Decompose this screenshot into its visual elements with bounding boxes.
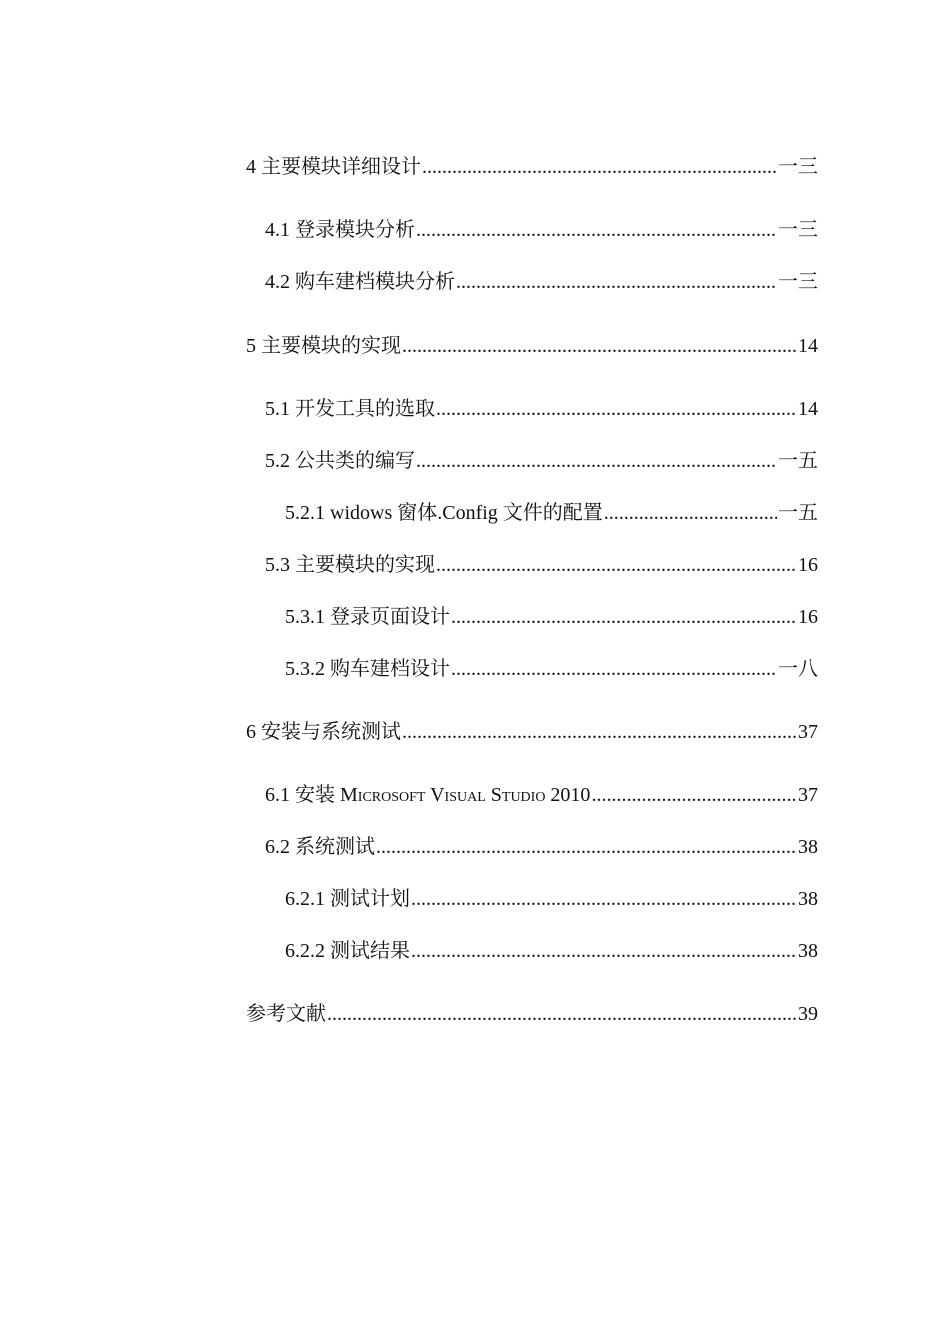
toc-entry-5-3-2[interactable]: [285, 656, 818, 682]
toc-page-number: 38: [798, 836, 818, 858]
toc-page-number: 一八: [778, 658, 818, 680]
toc-entry-6-2[interactable]: [265, 834, 818, 860]
toc-entry-6-2-2[interactable]: [285, 938, 818, 964]
toc-page-number: 一五: [778, 502, 818, 524]
toc-entry-title: 5 主要模块的实现: [246, 335, 401, 357]
toc-page-number: 一三: [778, 271, 818, 293]
toc-entry-title: 4 主要模块详细设计: [246, 156, 421, 178]
toc-page-number: 16: [798, 606, 818, 628]
toc-dot-leader: [451, 656, 777, 682]
toc-page-number: 14: [798, 335, 818, 357]
toc-page-number: 37: [798, 784, 818, 806]
toc-entry-4-1[interactable]: [265, 217, 818, 243]
toc-dot-leader: [327, 1001, 797, 1027]
toc-entry-title: 6 安装与系统测试: [246, 721, 401, 743]
toc-entry-6-2-1[interactable]: [285, 886, 818, 912]
toc-dot-leader: [402, 719, 797, 745]
toc-dot-leader: [436, 396, 797, 422]
toc-dot-leader: [591, 782, 797, 808]
toc-entry-4-2[interactable]: [265, 269, 818, 295]
toc-page-number: 14: [798, 398, 818, 420]
toc-page-number: 38: [798, 888, 818, 910]
toc-entry-5-1[interactable]: [265, 396, 818, 422]
toc-dot-leader: [416, 448, 777, 474]
toc-entry-5-2[interactable]: [265, 448, 818, 474]
toc-entry-5-3[interactable]: [265, 552, 818, 578]
toc-dot-leader: [376, 834, 797, 860]
toc-entry-title: 6.2 系统测试: [265, 836, 375, 858]
toc-entry-title: 5.3 主要模块的实现: [265, 554, 435, 576]
toc-page-number: 一五: [778, 450, 818, 472]
toc-entry-title: 参考文献: [246, 1003, 326, 1025]
toc-page-number: 37: [798, 721, 818, 743]
toc-entry-title: 5.3.2 购车建档设计: [285, 658, 450, 680]
toc-dot-leader: [411, 886, 797, 912]
toc-dot-leader: [422, 154, 777, 180]
toc-entry-title: 6.2.1 测试计划: [285, 888, 410, 910]
toc-dot-leader: [451, 604, 797, 630]
toc-page-number: 39: [798, 1003, 818, 1025]
toc-page-number: 一三: [778, 156, 818, 178]
toc-dot-leader: [456, 269, 777, 295]
toc-entry-6[interactable]: [246, 719, 818, 745]
toc-page-number: 38: [798, 940, 818, 962]
toc-entry-title: 5.3.1 登录页面设计: [285, 606, 450, 628]
toc-dot-leader: [604, 500, 777, 526]
toc-entry-title: 5.2.1 widows 窗体.Config 文件的配置: [285, 502, 603, 524]
toc-dot-leader: [416, 217, 777, 243]
toc-entry-5-3-1[interactable]: [285, 604, 818, 630]
toc-page-number: 16: [798, 554, 818, 576]
toc-entry-title: 5.2 公共类的编写: [265, 450, 415, 472]
toc-entry-5-2-1[interactable]: [285, 500, 818, 526]
toc-entry-5[interactable]: [246, 333, 818, 359]
toc-entry-title: 6.2.2 测试结果: [285, 940, 410, 962]
toc-entry-references[interactable]: [246, 1001, 818, 1027]
toc-entry-6-1[interactable]: [265, 782, 818, 808]
toc-entry-title: 4.1 登录模块分析: [265, 219, 415, 241]
toc-dot-leader: [402, 333, 797, 359]
toc-entry-title: 5.1 开发工具的选取: [265, 398, 435, 420]
toc-entry-title: 6.1 安装 Microsoft Visual Studio 2010: [265, 784, 591, 806]
toc-page-number: 一三: [778, 219, 818, 241]
toc-dot-leader: [411, 938, 797, 964]
toc-entry-4[interactable]: [246, 154, 818, 180]
toc-dot-leader: [436, 552, 797, 578]
toc-entry-title: 4.2 购车建档模块分析: [265, 271, 455, 293]
